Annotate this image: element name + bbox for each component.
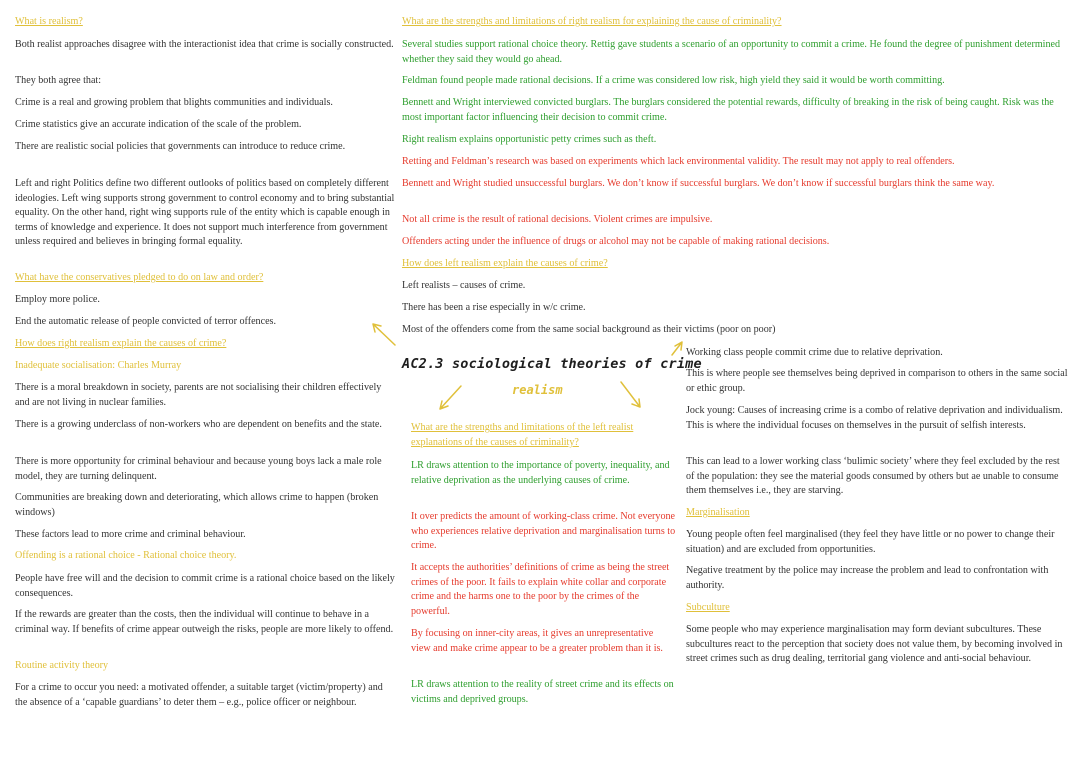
heading-right-realism-causes: How does right realism explain the causes of crime? — [15, 338, 227, 349]
limitation-point: By focusing on inner-city areas, it gives an unrepresentative view and make crime appear to be a greater problem than it is. — [411, 628, 663, 654]
arrow-up-right — [672, 342, 682, 355]
paragraph: Crime is a real and growing problem that blights communities and individuals. — [15, 97, 333, 108]
strength-point: LR draws attention to the importance of poverty, inequality, and relative deprivation as the underlying causes of crime. — [411, 460, 670, 486]
arrow-up-left — [373, 324, 395, 345]
strength-point: Feldman found people made rational decisions. If a crime was considered low risk, high yield they said it would be worth committing. — [402, 75, 945, 86]
heading-routine-activity: Routine activity theory — [15, 660, 109, 671]
paragraph: If the rewards are greater than the costs, then the individual will continue to behave in a criminal way. If benefits of crime appear outweigh the risks, people are more likely to offend. — [15, 609, 394, 635]
page-title: AC2.3 sociological theories of crime — [402, 356, 702, 372]
heading-strengths-left-realism: What are the strengths and limitations of the left realist explanations of the causes of criminality? — [411, 422, 634, 448]
heading-rational-choice: Offending is a rational choice - Rational choice theory. — [15, 550, 237, 561]
limitation-point: Bennett and Wright studied unsuccessful burglars. We don’t know if successful burglars. We don’t know if successful burglars think the same way. — [402, 178, 995, 189]
heading-strengths-right-realism: What are the strengths and limitations of right realism for explaining the cause of criminality? — [402, 16, 782, 27]
paragraph: Left realists – causes of crime. — [402, 280, 526, 291]
heading-subculture: Subculture — [686, 602, 730, 613]
paragraph: Working class people commit crime due to relative deprivation. — [686, 347, 943, 358]
paragraph: Most of the offenders come from the same social background as their victims (poor on poor) — [402, 324, 776, 335]
paragraph: Young people often feel marginalised (they feel they have little or no power to change their situation) and are excluded from opportunities. — [686, 529, 1055, 555]
strength-point: Right realism explains opportunistic petty crimes such as theft. — [402, 134, 657, 145]
heading-what-is-realism: What is realism? — [15, 16, 83, 27]
arrow-down-left — [440, 386, 461, 409]
limitation-point: It over predicts the amount of working-class crime. Not everyone who experiences relative deprivation and marginalisation turns to crime. — [411, 511, 676, 552]
heading-marginalisation: Marginalisation — [686, 507, 750, 518]
strength-point: Several studies support rational choice theory. Rettig gave students a scenario of an opportunity to commit a crime. He found the degree of punishment determined whether they said they would go ahead. — [402, 39, 1061, 65]
heading-left-realism-causes: How does left realism explain the causes of crime? — [402, 258, 608, 269]
limitation-point: Not all crime is the result of rational decisions. Violent crimes are impulsive. — [402, 214, 713, 225]
paragraph: Communities are breaking down and deteriorating, which allows crime to happen (broken windows) — [15, 492, 379, 518]
paragraph: There are realistic social policies that governments can introduce to reduce crime. — [15, 141, 346, 152]
limitation-point: Retting and Feldman’s research was based on experiments which lack environmental validity. The result may not apply to real offenders. — [402, 156, 955, 167]
paragraph: This can lead to a lower working class ‘bulimic society’ where they feel excluded by the rest of the population: they see the material goods consumed by others but ae unable to consume them themselves i.e., they are starving. — [686, 456, 1060, 497]
strength-point: Bennett and Wright interviewed convicted burglars. The burglars considered the potential rewards, difficulty of breaking in the risk of being caught. Risk was the most important factor influencing their decision to commit crime. — [402, 97, 1054, 123]
paragraph: For a crime to occur you need: a motivated offender, a suitable target (victim/property) and the absence of a ‘capable guardians’ to deter them – e.g., police officer or neighbour. — [15, 682, 383, 708]
heading-inadequate-socialisation: Inadequate socialisation: Charles Murray — [15, 360, 182, 371]
strength-point: LR draws attention to the reality of street crime and its effects on victims and deprived groups. — [411, 679, 674, 705]
paragraph: Left and right Politics define two different outlooks of politics based on completely different ideologies. Left wing supports strong government to control economy and to bring substantial equality. On the other hand, right wing supports rule of the entity which is capable enough in terms of knowledge and experience. It does not support much interference from government unless required and believes in bringing formal equality. — [15, 178, 395, 248]
paragraph: There is a growing underclass of non-workers who are dependent on benefits and the state. — [15, 419, 382, 430]
page-subtitle: realism — [512, 383, 563, 397]
paragraph: Crime statistics give an accurate indication of the scale of the problem. — [15, 119, 302, 130]
paragraph: End the automatic release of people convicted of terror offences. — [15, 316, 277, 327]
paragraph: They both agree that: — [15, 75, 102, 86]
paragraph: Negative treatment by the police may increase the problem and lead to confrontation with authority. — [686, 565, 1049, 591]
paragraph: Some people who may experience marginalisation may form deviant subcultures. These subcultures react to the perception that society does not value them, by becoming involved in street crimes such as drug dealing, territorial gang violence and anti-social behaviour. — [686, 624, 1063, 665]
paragraph: There is a moral breakdown in society, parents are not socialising their children effectively and are not living in nuclear families. — [15, 382, 382, 408]
paragraph: Both realist approaches disagree with the interactionist idea that crime is socially constructed. — [15, 39, 394, 50]
heading-conservatives-pledge: What have the conservatives pledged to do on law and order? — [15, 272, 264, 283]
limitation-point: Offenders acting under the influence of drugs or alcohol may not be capable of making rational decisions. — [402, 236, 830, 247]
paragraph: Jock young: Causes of increasing crime is a combo of relative deprivation and individualism. This is where the individual focuses on themselves in the pursuit of selfish interests. — [686, 405, 1063, 431]
paragraph: This is where people see themselves being deprived in comparison to others in the same social or ethic group. — [686, 368, 1068, 394]
paragraph: These factors lead to more crime and criminal behaviour. — [15, 529, 246, 540]
paragraph: Employ more police. — [15, 294, 100, 305]
paragraph: There has been a rise especially in w/c crime. — [402, 302, 586, 313]
limitation-point: It accepts the authorities’ definitions of crime as being the street crimes of the poor. It fails to explain white collar and corporate crime and the harms one to the poor by the crimes of the powerful. — [411, 562, 670, 617]
arrow-down-right — [621, 382, 640, 407]
paragraph: There is more opportunity for criminal behaviour and because young boys lack a male role model, they are turning delinquent. — [15, 456, 382, 482]
paragraph: People have free will and the decision to commit crime is a rational choice based on the likely consequences. — [15, 573, 395, 599]
